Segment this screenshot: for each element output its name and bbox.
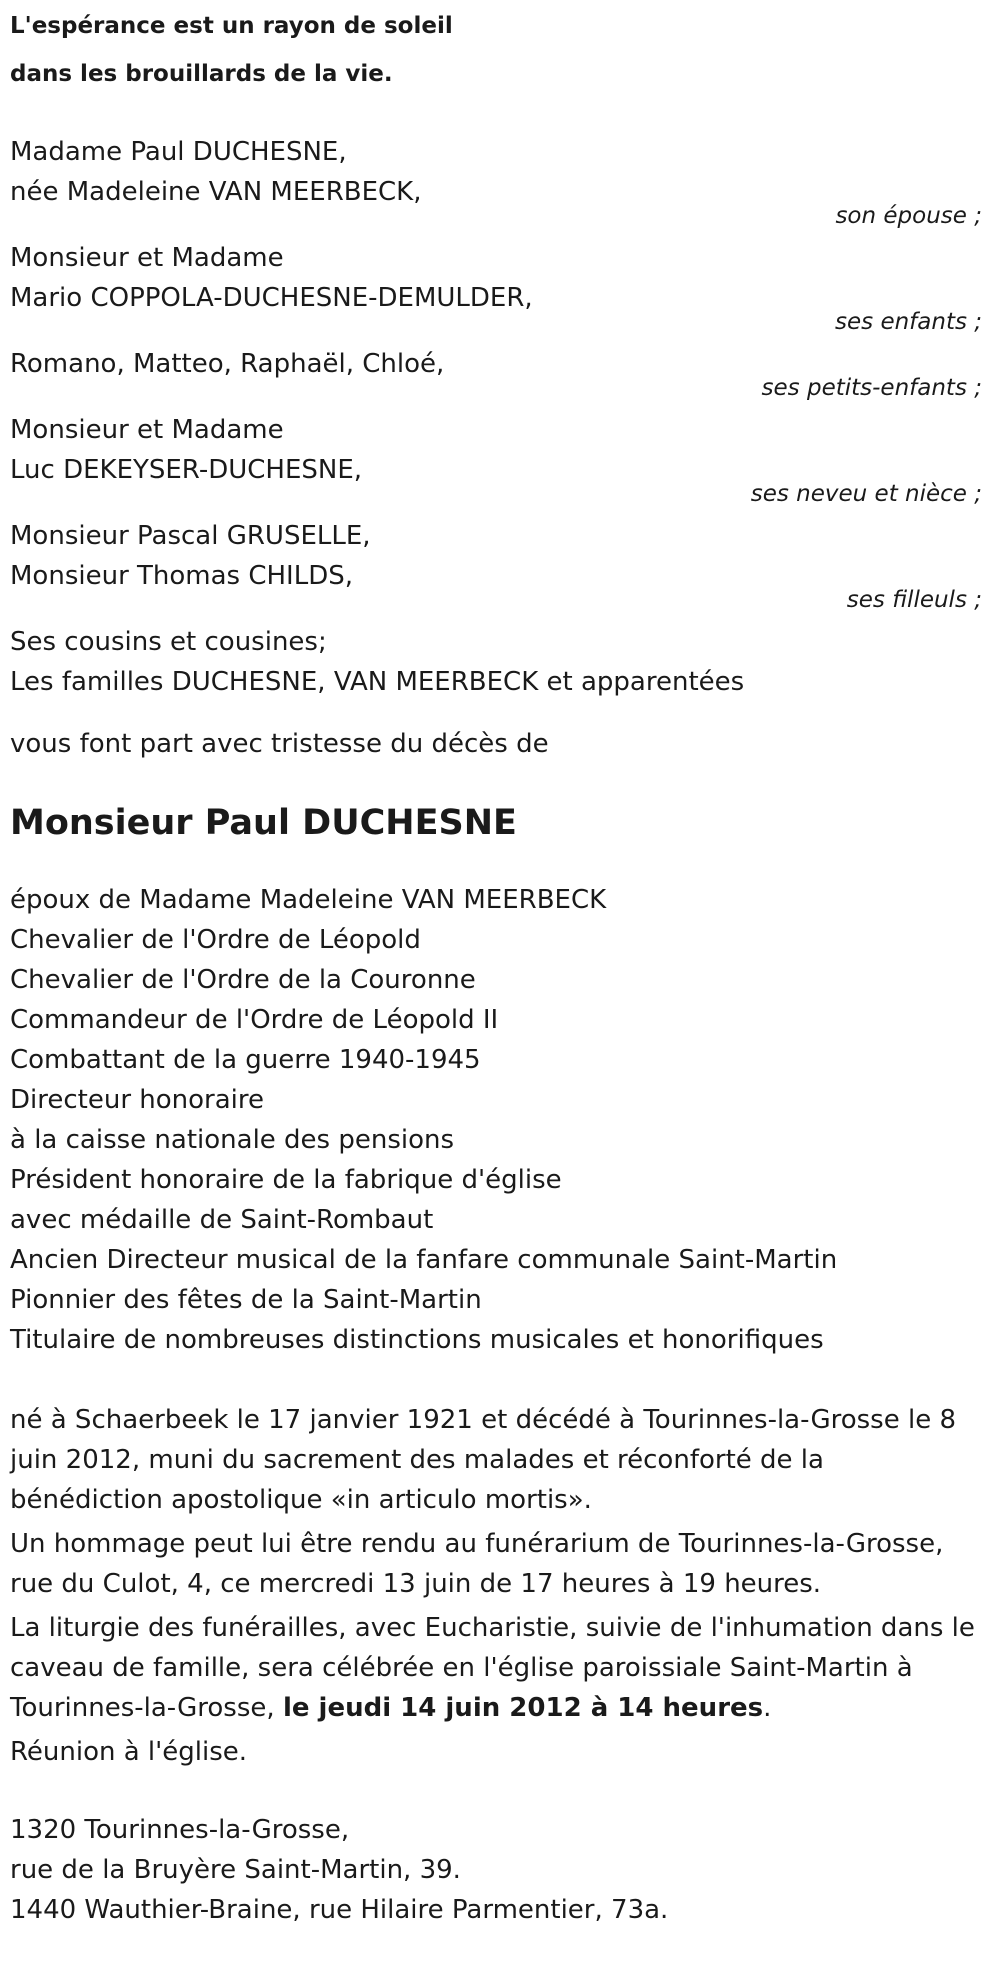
title-line: Ancien Directeur musical de la fanfare communale Saint-Martin: [10, 1245, 838, 1275]
family-line: née Madeleine VAN MEERBECK,: [10, 177, 422, 207]
title-line: Chevalier de l'Ordre de Léopold: [10, 925, 421, 955]
family-line: Monsieur Pascal GRUSELLE,: [10, 521, 371, 551]
family-line: Luc DEKEYSER-DUCHESNE,: [10, 455, 363, 485]
birth-death-paragraph: né à Schaerbeek le 17 janvier 1921 et décédé à Tourinnes-la-Grosse le 8 juin 2012, muni du sacrement des malades et réconforté de la bénédiction apostolique «in articulo mortis».: [10, 1405, 957, 1515]
family-group-nephew-niece: [10, 410, 1000, 506]
epigraph-line-2: dans les brouillards de la vie.: [10, 61, 393, 87]
address-line: 1440 Wauthier-Braine, rue Hilaire Parmentier, 73a.: [10, 1895, 669, 1925]
addresses: [10, 1810, 1000, 1930]
other-relatives: [10, 622, 1000, 702]
announcement-text: vous font part avec tristesse du décès de: [10, 729, 549, 759]
title-line: époux de Madame Madeleine VAN MEERBECK: [10, 885, 607, 915]
title-line: Chevalier de l'Ordre de la Couronne: [10, 965, 476, 995]
liturgy-paragraph: [10, 1608, 982, 1728]
family-line: Monsieur et Madame: [10, 243, 284, 273]
family-line: Monsieur et Madame: [10, 415, 284, 445]
family-group-grandchildren: [10, 344, 1000, 400]
epigraph: [10, 2, 1000, 98]
title-line: à la caisse nationale des pensions: [10, 1125, 455, 1155]
address-line: 1320 Tourinnes-la-Grosse,: [10, 1815, 350, 1845]
relation-label: ses petits-enfants ;: [761, 375, 982, 401]
family-line: Madame Paul DUCHESNE,: [10, 137, 347, 167]
title-line: Président honoraire de la fabrique d'église: [10, 1165, 562, 1195]
family-line: Romano, Matteo, Raphaël, Chloé,: [10, 349, 445, 379]
title-line: avec médaille de Saint-Rombaut: [10, 1205, 434, 1235]
relation-label: ses filleuls ;: [846, 587, 982, 613]
epigraph-line-1: L'espérance est un rayon de soleil: [10, 13, 453, 39]
other-relatives-line: Les familles DUCHESNE, VAN MEERBECK et apparentées: [10, 667, 745, 697]
family-line: Mario COPPOLA-DUCHESNE-DEMULDER,: [10, 283, 533, 313]
family-line: Monsieur Thomas CHILDS,: [10, 561, 354, 591]
reunion-text: Réunion à l'église.: [10, 1737, 248, 1767]
titles-list: [10, 880, 1000, 1360]
title-line: Commandeur de l'Ordre de Léopold II: [10, 1005, 499, 1035]
liturgy-date: le jeudi 14 juin 2012 à 14 heures: [282, 1693, 764, 1723]
relation-label: ses neveu et nièce ;: [750, 481, 982, 507]
family-group-spouse: [10, 132, 1000, 228]
family-group-godsons: [10, 516, 1000, 612]
relation-label: son épouse ;: [835, 203, 982, 229]
hommage-paragraph: Un hommage peut lui être rendu au funérarium de Tourinnes-la-Grosse, rue du Culot, 4, ce mercredi 13 juin de 17 heures à 19 heures.: [10, 1529, 944, 1599]
other-relatives-line: Ses cousins et cousines;: [10, 627, 327, 657]
liturgy-end: .: [763, 1693, 772, 1723]
relation-label: ses enfants ;: [835, 309, 982, 335]
title-line: Titulaire de nombreuses distinctions musicales et honorifiques: [10, 1325, 824, 1355]
title-line: Pionnier des fêtes de la Saint-Martin: [10, 1285, 482, 1315]
obituary-notice: [0, 2, 1000, 1982]
address-line: rue de la Bruyère Saint-Martin, 39.: [10, 1855, 461, 1885]
liturgy-text: La liturgie des funérailles, avec Eucharistie, suivie de l'inhumation dans le caveau de famille, sera célébrée en l'église paroissiale Saint-Martin à Tourinnes-la-Grosse,: [10, 1613, 975, 1723]
deceased-name: Monsieur Paul DUCHESNE: [10, 803, 517, 843]
family-group-children: [10, 238, 1000, 334]
title-line: Directeur honoraire: [10, 1085, 265, 1115]
title-line: Combattant de la guerre 1940-1945: [10, 1045, 481, 1075]
